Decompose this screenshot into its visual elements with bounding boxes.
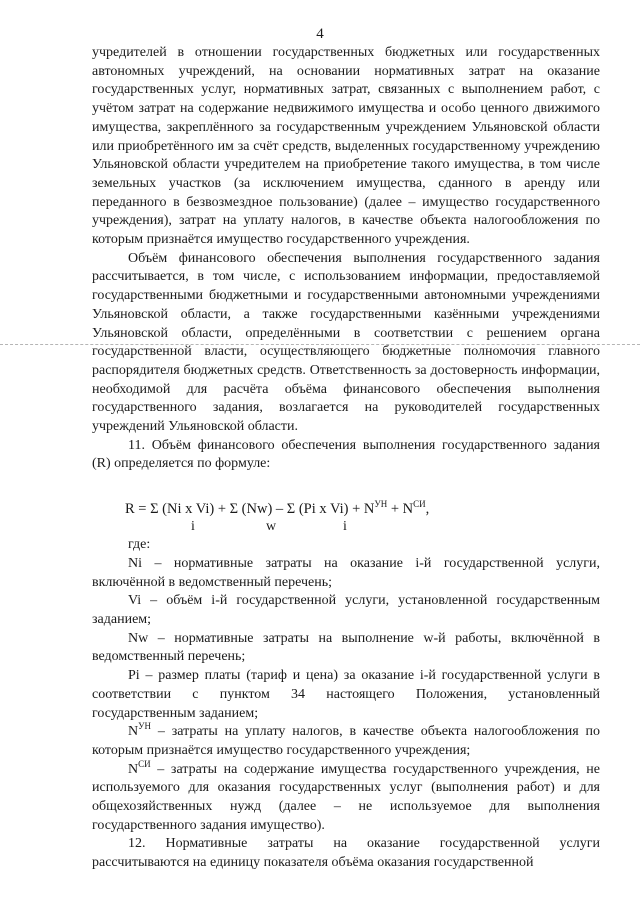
- var-nsi-text: – затраты на содержание имущества государственного учреждения, не используемого для оказания государственных услуг (выполнения работ) и для общехозяйственных нужд (далее – не используемое для выполнения государственного задания имущество).: [92, 761, 600, 833]
- var-nsi-base: N: [128, 761, 139, 777]
- paragraph-clause-12: 12. Нормативные затраты на оказание государственной услуги рассчитываются на единицу показателя объёма оказания государственной: [92, 836, 600, 871]
- paragraph-financing-volume: Объём финансового обеспечения выполнения государственного задания рассчитывается, в том числе, с использованием информации, предоставляемой государственными бюджетными и государственными автономными учреждениями Ульяновской области, а также государственными казёнными учреждениями Ульяновской области, определёнными в соответствии с решением органа государственной власти, осуществляющего бюджетные полномочия главного распорядителя бюджетных средств. Ответственность за достоверность информации, необходимой для расчёта объёма финансового обеспечения выполнения государственного задания, возлагается на руководителей государственных учреждений Ульяновской области.: [92, 250, 600, 435]
- variable-definition-nun: [92, 723, 600, 760]
- document-body: [92, 44, 600, 873]
- formula-index-i2: i: [343, 519, 347, 535]
- formula-main: R = Σ (Ni x Vi) + Σ (Nw) – Σ (Pi x Vi) + N: [125, 501, 375, 518]
- variable-definition-pi: Pi – размер платы (тариф и цена) за оказание i-й государственной услуги в соответствии с пунктом 34 настоящего Положения, установленный государственным заданием;: [92, 668, 600, 721]
- paragraph-continuation: учредителей в отношении государственных бюджетных или государственных автономных учреждений, на основании нормативных затрат на оказание государственных услуг, нормативных затрат, связанных с выполнением работ, с учётом затрат на содержание недвижимого имущества и особо ценного движимого имущества, закреплённого за государственным учреждением Ульяновской области или приобретённого им за счёт средств, выделенных государственному учреждению Ульяновской области учредителем на приобретение такого имущества, в том числе земельных участков (за исключением имущества, сданного в аренду или переданного в безвозмездное пользование) (далее – имущество государственного учреждения), затрат на уплату налогов, в качестве объекта налогообложения по которым признаётся имущество государственного учреждения.: [92, 45, 600, 248]
- formula-end: ,: [425, 501, 430, 518]
- var-nun-text: – затраты на уплату налогов, в качестве объекта налогообложения по которым признаётся имущество государственного учреждения;: [92, 724, 600, 758]
- formula-sup-si: СИ: [413, 499, 426, 510]
- formula-indices: [125, 518, 600, 536]
- variable-definition-vi: Vi – объём i-й государственной услуги, установленной государственным заданием;: [92, 593, 600, 627]
- formula-sup-un: УН: [374, 499, 388, 510]
- paragraph-clause-11: 11. Объём финансового обеспечения выполнения государственного задания (R) определяется по формуле:: [92, 437, 600, 472]
- variable-definition-nsi: [92, 758, 600, 836]
- formula-mid: + N: [387, 501, 414, 518]
- formula-index-i1: i: [191, 519, 195, 535]
- formula-index-w: w: [266, 519, 277, 535]
- var-nsi-sup: СИ: [138, 758, 151, 769]
- variable-definition-ni: Ni – нормативные затраты на оказание i-й государственной услуги, включённой в ведомственный перечень;: [92, 555, 600, 590]
- variable-definition-nw: Nw – нормативные затраты на выполнение w-й работы, включённой в ведомственный перечень;: [92, 630, 600, 665]
- var-nun-sup: УН: [138, 721, 151, 732]
- formula: [125, 500, 600, 518]
- where-label: где:: [128, 537, 151, 553]
- variable-list: [92, 555, 600, 836]
- page-number: 4: [316, 26, 324, 42]
- var-nun-base: N: [128, 724, 139, 740]
